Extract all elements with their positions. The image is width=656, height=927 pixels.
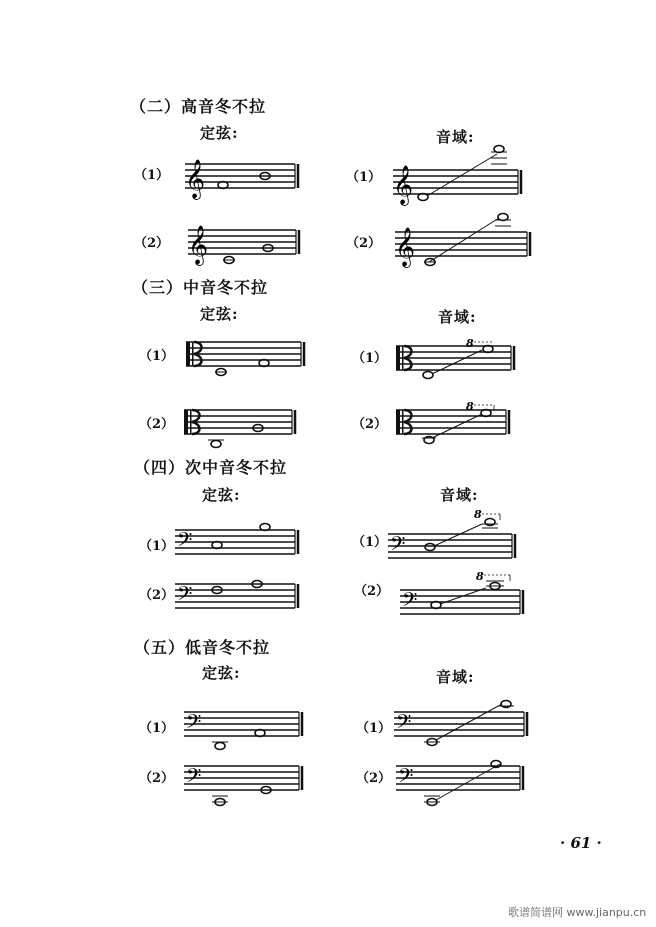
octave-mark: 8	[466, 400, 474, 413]
whole-note	[215, 743, 225, 750]
staff-bass-range-2	[396, 758, 526, 806]
whole-note	[423, 372, 433, 379]
bass-clef-icon: 𝄢	[398, 764, 414, 792]
row-number: （2）	[356, 771, 392, 786]
row-number: （1）	[356, 721, 392, 736]
row-number: （1）	[139, 539, 175, 554]
row-number: （1）	[139, 721, 175, 736]
tuning-label: 定弦:	[200, 305, 239, 323]
octave-mark: 8	[466, 337, 474, 350]
staff-alto-range-2	[396, 398, 511, 446]
whole-note	[211, 441, 221, 448]
range-label: 音域:	[436, 128, 475, 146]
tuning-label: 定弦:	[202, 664, 241, 682]
staff-tenor-tuning-1	[175, 520, 300, 560]
row-number: （1）	[134, 168, 170, 183]
row-number: （2）	[354, 584, 390, 599]
bass-clef-icon: 𝄢	[177, 528, 193, 556]
staff-tenor-range-2	[400, 570, 525, 616]
staff-bass-range-1	[394, 698, 529, 746]
row-number: （2）	[139, 417, 175, 432]
whole-note	[494, 146, 504, 153]
row-number: （2）	[139, 771, 175, 786]
section-title-bass: （五）低音冬不拉	[134, 638, 271, 657]
whole-note	[425, 544, 435, 551]
bass-clef-icon: 𝄢	[186, 764, 202, 792]
watermark: 歌谱简谱网 www.jianpu.cn	[508, 906, 647, 919]
row-number: （1）	[352, 535, 388, 550]
row-number: （1）	[139, 349, 175, 364]
section-title-alto: （三）中音冬不拉	[132, 278, 269, 297]
treble-clef-icon: 𝄞	[185, 159, 206, 199]
staff-tenor-range-1	[388, 510, 518, 562]
staff-bass-tuning-1	[184, 706, 304, 754]
staff-alto-tuning-2	[184, 404, 299, 450]
octave-mark: 8	[476, 570, 484, 583]
bass-clef-icon: 𝄢	[177, 582, 193, 610]
page-number: · 61 ·	[560, 834, 602, 852]
bass-clef-icon: 𝄢	[186, 710, 202, 738]
staff-alto-range-1	[396, 336, 516, 382]
section-title-tenor: （四）次中音冬不拉	[134, 458, 288, 477]
treble-clef-icon: 𝄞	[393, 165, 414, 205]
range-label: 音域:	[436, 668, 475, 686]
row-number: （1）	[346, 170, 382, 185]
staff-treble-range-2	[395, 210, 530, 266]
bass-clef-icon: 𝄢	[402, 588, 418, 616]
tuning-label: 定弦:	[200, 124, 239, 142]
staff-treble-range-1	[393, 146, 523, 205]
row-number: （2）	[346, 236, 382, 251]
staff-bass-tuning-2	[184, 760, 304, 808]
range-label: 音域:	[438, 308, 477, 326]
staff-treble-tuning-2	[188, 224, 303, 264]
section-title-treble: （二）高音冬不拉	[130, 97, 267, 116]
staff-tenor-tuning-2	[175, 578, 300, 612]
whole-note	[498, 214, 508, 221]
row-number: （2）	[139, 588, 175, 603]
range-label: 音域:	[440, 486, 479, 504]
row-number: （1）	[352, 351, 388, 366]
octave-mark: 8	[474, 508, 482, 521]
bass-clef-icon: 𝄢	[396, 710, 412, 738]
bass-clef-icon: 𝄢	[390, 532, 406, 560]
row-number: （2）	[134, 236, 170, 251]
staff-treble-tuning-1	[185, 158, 300, 198]
treble-clef-icon: 𝄞	[188, 225, 209, 265]
treble-clef-icon: 𝄞	[395, 227, 416, 267]
row-number: （2）	[352, 417, 388, 432]
tuning-label: 定弦:	[202, 486, 241, 504]
staff-alto-tuning-1	[186, 336, 306, 382]
